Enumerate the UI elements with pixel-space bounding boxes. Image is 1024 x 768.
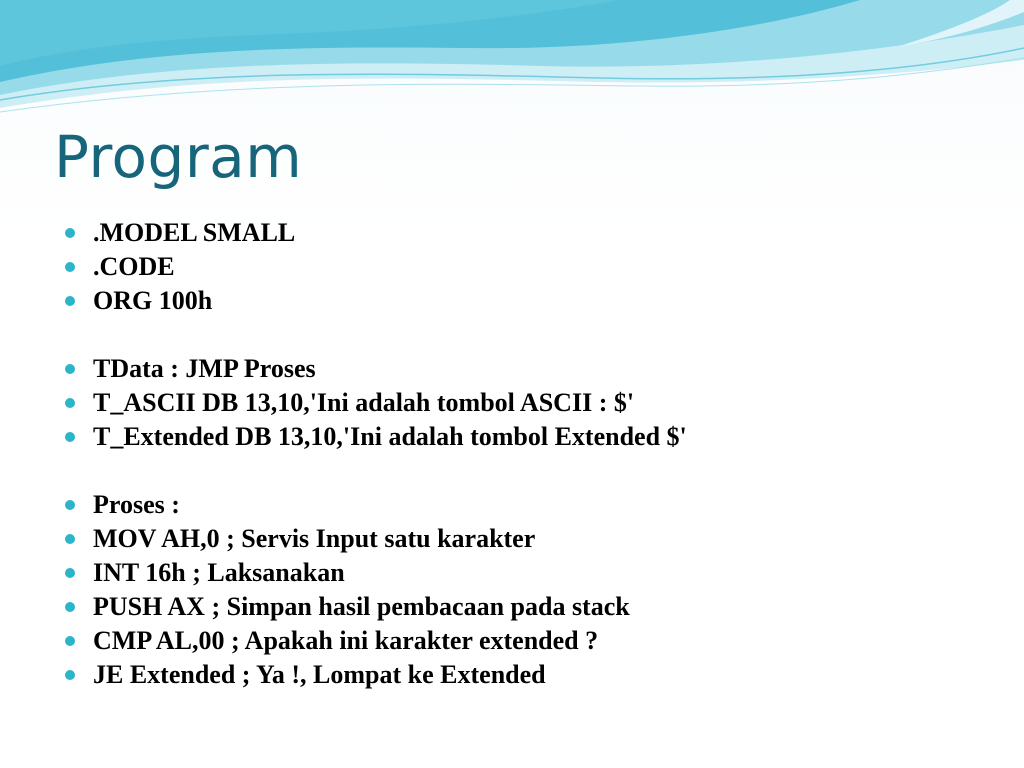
bullet-text: T_ASCII DB 13,10,'Ini adalah tombol ASCII : $' — [93, 388, 635, 417]
bullet-dot-icon — [65, 636, 75, 646]
bullet-item — [66, 624, 996, 658]
bullet-dot-icon — [65, 262, 75, 272]
bullet-dot-icon — [65, 568, 75, 578]
bullet-text: PUSH AX ; Simpan hasil pembacaan pada stack — [93, 592, 630, 621]
header-wave-decoration — [0, 0, 1024, 130]
bullet-text: MOV AH,0 ; Servis Input satu karakter — [93, 524, 536, 553]
bullet-dot-icon — [65, 500, 75, 510]
bullet-item — [66, 216, 996, 250]
bullet-text: JE Extended ; Ya !, Lompat ke Extended — [93, 660, 546, 689]
bullet-dot-icon — [65, 534, 75, 544]
bullet-item — [66, 352, 996, 386]
bullet-text: INT 16h ; Laksanakan — [93, 558, 345, 587]
bullet-dot-icon — [65, 228, 75, 238]
bullet-text: T_Extended DB 13,10,'Ini adalah tombol Extended $' — [93, 422, 687, 451]
bullet-dot-icon — [65, 398, 75, 408]
bullet-item — [66, 522, 996, 556]
bullet-dot-icon — [65, 670, 75, 680]
bullet-dot-icon — [65, 602, 75, 612]
slide-title: Program — [54, 123, 303, 191]
bullet-text: CMP AL,00 ; Apakah ini karakter extended ? — [93, 626, 599, 655]
bullet-text: ORG 100h — [93, 286, 213, 315]
bullet-text: TData : JMP Proses — [93, 354, 316, 383]
bullet-text: .MODEL SMALL — [93, 218, 296, 247]
bullet-item — [66, 250, 996, 284]
bullet-item — [66, 386, 996, 420]
bullet-item — [66, 590, 996, 624]
bullet-dot-icon — [65, 432, 75, 442]
bullet-dot-icon — [65, 296, 75, 306]
bullet-spacer — [66, 454, 996, 488]
bullet-item — [66, 556, 996, 590]
code-bullet-list — [66, 216, 996, 692]
bullet-text: .CODE — [93, 252, 175, 281]
bullet-dot-icon — [65, 364, 75, 374]
bullet-item — [66, 658, 996, 692]
bullet-text: Proses : — [93, 490, 180, 519]
bullet-item — [66, 284, 996, 318]
bullet-item — [66, 488, 996, 522]
bullet-spacer — [66, 318, 996, 352]
bullet-item — [66, 420, 996, 454]
